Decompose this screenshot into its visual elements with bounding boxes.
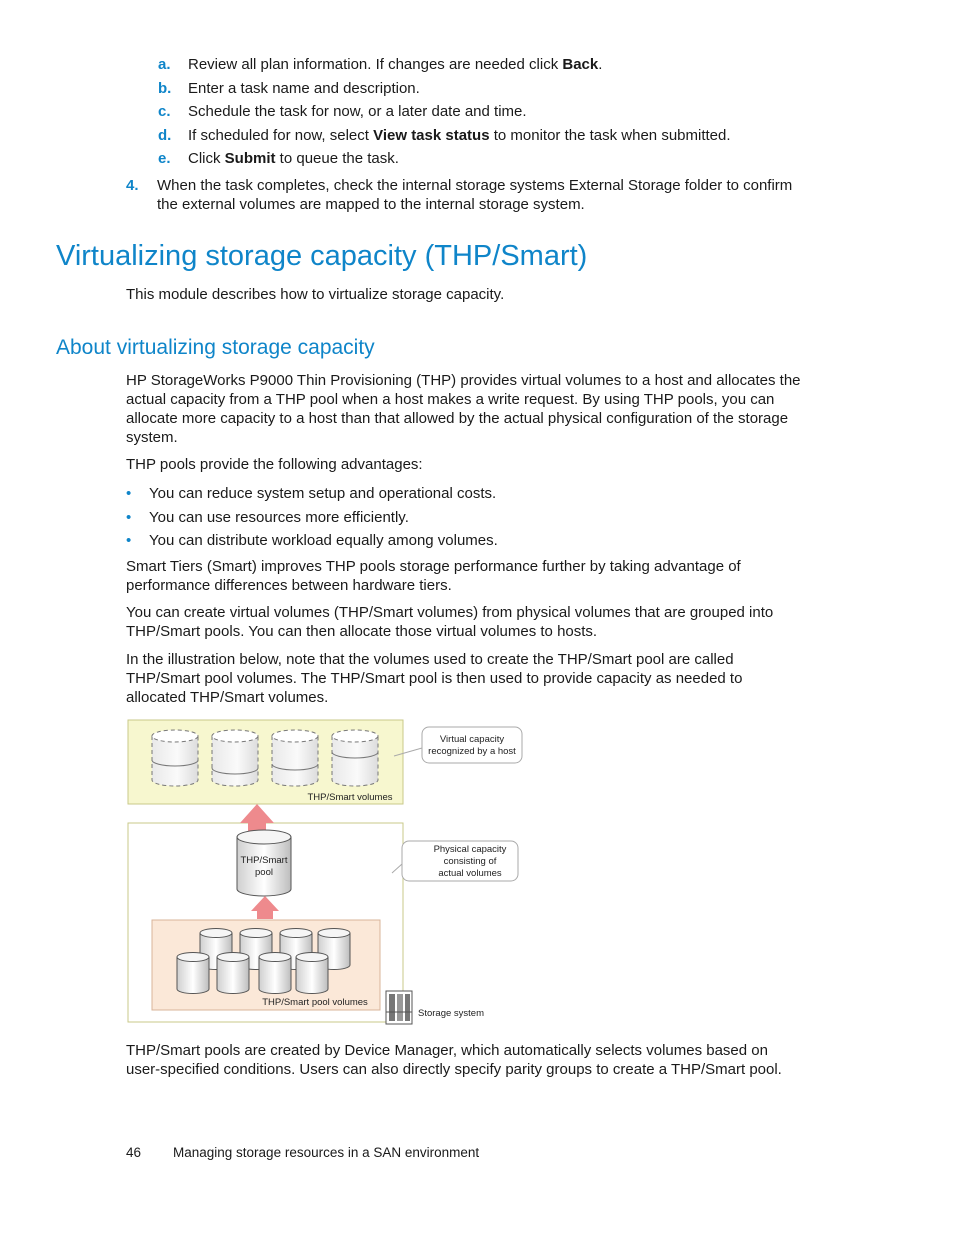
thp-smart-volumes-label: THP/Smart volumes <box>307 792 393 803</box>
list-item <box>126 506 806 530</box>
substep-marker: e. <box>158 150 171 167</box>
virtual-capacity-callout <box>422 727 522 763</box>
view-task-status-label: View task status <box>373 126 490 144</box>
list-item-text: You can distribute workload equally among volumes. <box>149 532 498 549</box>
virtual-volume-icon <box>152 730 198 786</box>
substep-text: If scheduled for now, select <box>188 126 374 144</box>
substep-text-end: . <box>598 56 603 73</box>
list-item <box>126 529 806 553</box>
pool-volume-icon <box>177 953 209 994</box>
callout-text: consisting of <box>443 856 497 867</box>
illustration-intro-paragraph: In the illustration below, note that the volumes used to create the THP/Smart pool are called THP/Smart pool volumes. The THP/Smart pool is then used to provide capacity as needed to allocated THP/Smart volumes. <box>126 651 743 706</box>
pool-label: pool <box>255 867 273 878</box>
back-label: Back <box>562 56 599 73</box>
list-item-text: You can reduce system setup and operational costs. <box>149 485 497 502</box>
virtual-volume-icon <box>272 730 318 786</box>
substep-text: Review all plan information. If changes are needed click <box>188 56 563 73</box>
bullet-icon: • <box>126 532 132 549</box>
callout-text: recognized by a host <box>428 746 516 757</box>
advantages-list <box>126 482 806 553</box>
substep-text: Click <box>188 150 225 167</box>
pool-label: THP/Smart <box>240 855 288 866</box>
pool-volumes-label: THP/Smart pool volumes <box>262 997 368 1008</box>
step-marker: 4. <box>126 177 139 194</box>
substep-d <box>158 124 858 148</box>
callout-text: Physical capacity <box>433 844 507 855</box>
advantages-intro-paragraph: THP pools provide the following advantages: <box>126 456 423 473</box>
pool-volume-icon <box>259 953 291 994</box>
substep-text-end: to queue the task. <box>275 150 399 167</box>
list-item <box>126 482 806 506</box>
footer-title: Managing storage resources in a SAN environment <box>173 1145 480 1160</box>
substep-marker: d. <box>158 126 172 144</box>
substep-a <box>158 53 858 77</box>
thp-smart-illustration <box>126 718 546 1028</box>
thp-description-paragraph: HP StorageWorks P9000 Thin Provisioning (THP) provides virtual volumes to a host and allocates the actual capacity from a THP pool when a host makes a write request. By using THP pools, you can allocate more capacity to a host than that allowed by the actual physical configuration of the storage system. <box>126 372 801 446</box>
smart-tiers-paragraph: Smart Tiers (Smart) improves THP pools storage performance further by taking advantage of performance differences between hardware tiers. <box>126 558 741 594</box>
substep-marker: a. <box>158 56 171 73</box>
substep-text: Schedule the task for now, or a later date and time. <box>188 103 527 120</box>
storage-system-icon <box>386 991 412 1024</box>
substep-text-end: to monitor the task when submitted. <box>489 126 731 144</box>
substep-list <box>158 53 858 171</box>
substep-marker: c. <box>158 103 171 120</box>
pool-volume-icon <box>296 953 328 994</box>
page-number: 46 <box>126 1145 142 1160</box>
list-item-text: You can use resources more efficiently. <box>149 508 409 526</box>
virtual-volume-icon <box>212 730 258 786</box>
step-4 <box>126 176 806 214</box>
substep-e <box>158 147 858 171</box>
substep-marker: b. <box>158 79 172 97</box>
substep-b <box>158 77 858 101</box>
pool-volume-icon <box>217 953 249 994</box>
subsection-heading: About virtualizing storage capacity <box>56 336 375 359</box>
storage-system-label: Storage system <box>418 1008 484 1019</box>
section-heading: Virtualizing storage capacity (THP/Smart) <box>56 240 588 272</box>
virtual-volumes-paragraph: You can create virtual volumes (THP/Smart volumes) from physical volumes that are grouped into THP/Smart pools. You can then allocate those virtual volumes to hosts. <box>126 604 774 640</box>
callout-text: actual volumes <box>438 868 502 879</box>
step-text: When the task completes, check the internal storage systems External Storage folder to confirm the external volumes are mapped to the internal storage system. <box>157 177 793 213</box>
device-manager-paragraph: THP/Smart pools are created by Device Manager, which automatically selects volumes based on user-specified conditions. Users can also directly specify parity groups to create a THP/Smart pool. <box>126 1042 782 1078</box>
intro-paragraph: This module describes how to virtualize storage capacity. <box>126 286 505 303</box>
substep-text: Enter a task name and description. <box>188 79 420 97</box>
virtual-volume-icon <box>332 730 378 786</box>
bullet-icon: • <box>126 508 132 526</box>
callout-text: Virtual capacity <box>439 734 505 745</box>
submit-label: Submit <box>224 150 276 167</box>
bullet-icon: • <box>126 485 132 502</box>
substep-c <box>158 100 858 124</box>
